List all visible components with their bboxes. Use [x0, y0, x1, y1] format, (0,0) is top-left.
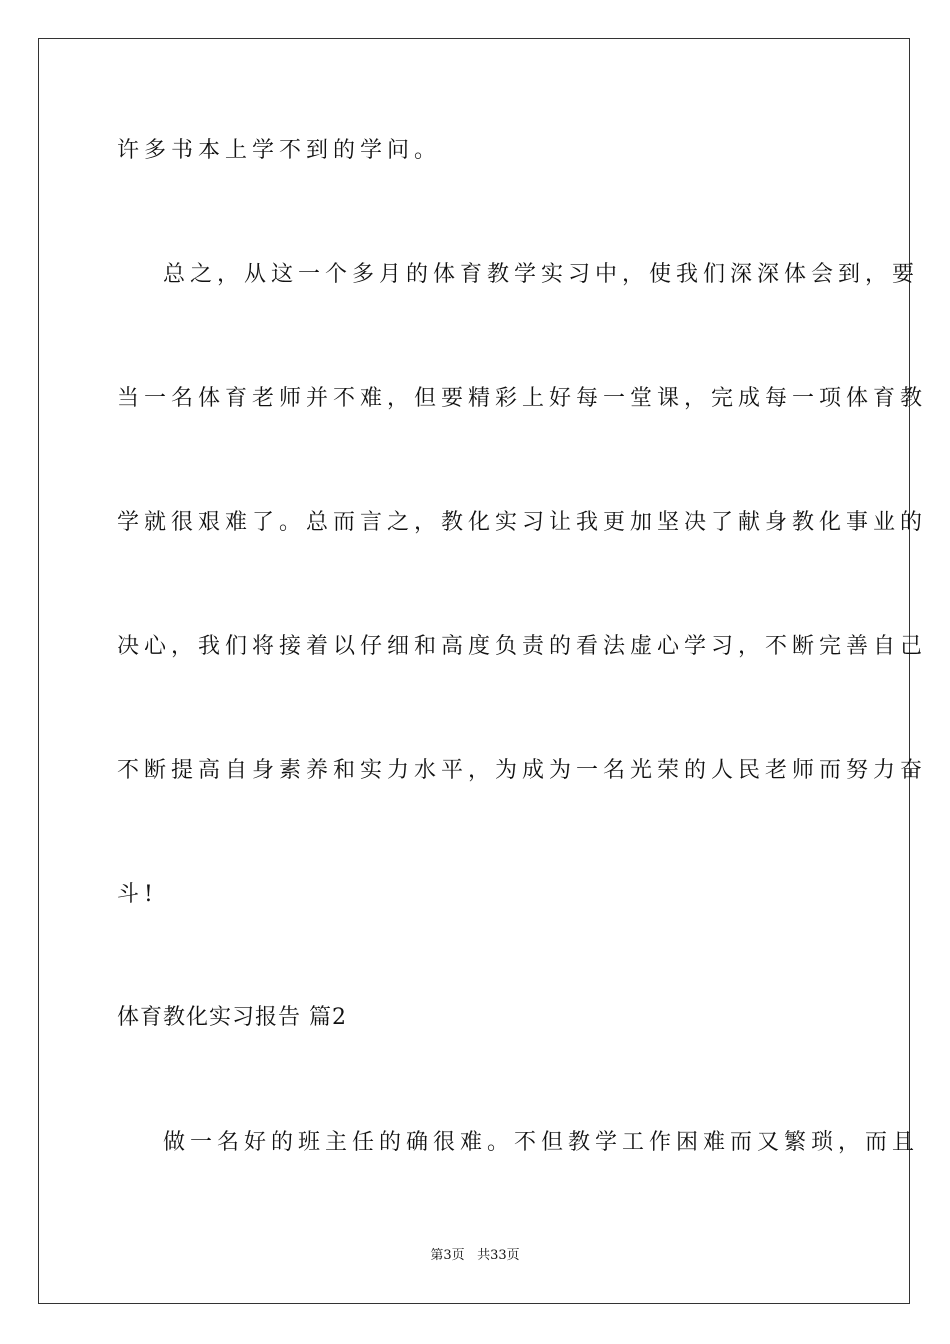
page-total: 共33页	[477, 1248, 520, 1263]
paragraph-line: 学就很艰难了。总而言之，教化实习让我更加坚决了献身教化事业的	[117, 510, 928, 535]
paragraph-line: 总之，从这一个多月的体育教学实习中，使我们深深体会到，要	[163, 262, 920, 287]
paragraph-line: 斗!	[117, 882, 158, 907]
page-number: 第3页	[430, 1248, 465, 1263]
paragraph-line: 当一名体育老师并不难，但要精彩上好每一堂课，完成每一项体育教	[117, 386, 928, 411]
section-heading: 体育教化实习报告 篇2	[117, 1005, 347, 1030]
paragraph-line: 许多书本上学不到的学问。	[117, 138, 442, 163]
paragraph-line: 做一名好的班主任的确很难。不但教学工作困难而又繁琐，而且	[163, 1130, 920, 1155]
paragraph-line: 不断提高自身素养和实力水平，为成为一名光荣的人民老师而努力奋	[117, 758, 928, 783]
page-border	[38, 38, 910, 1304]
paragraph-line: 决心，我们将接着以仔细和高度负责的看法虚心学习，不断完善自己	[117, 634, 928, 659]
page-footer	[0, 1246, 950, 1266]
